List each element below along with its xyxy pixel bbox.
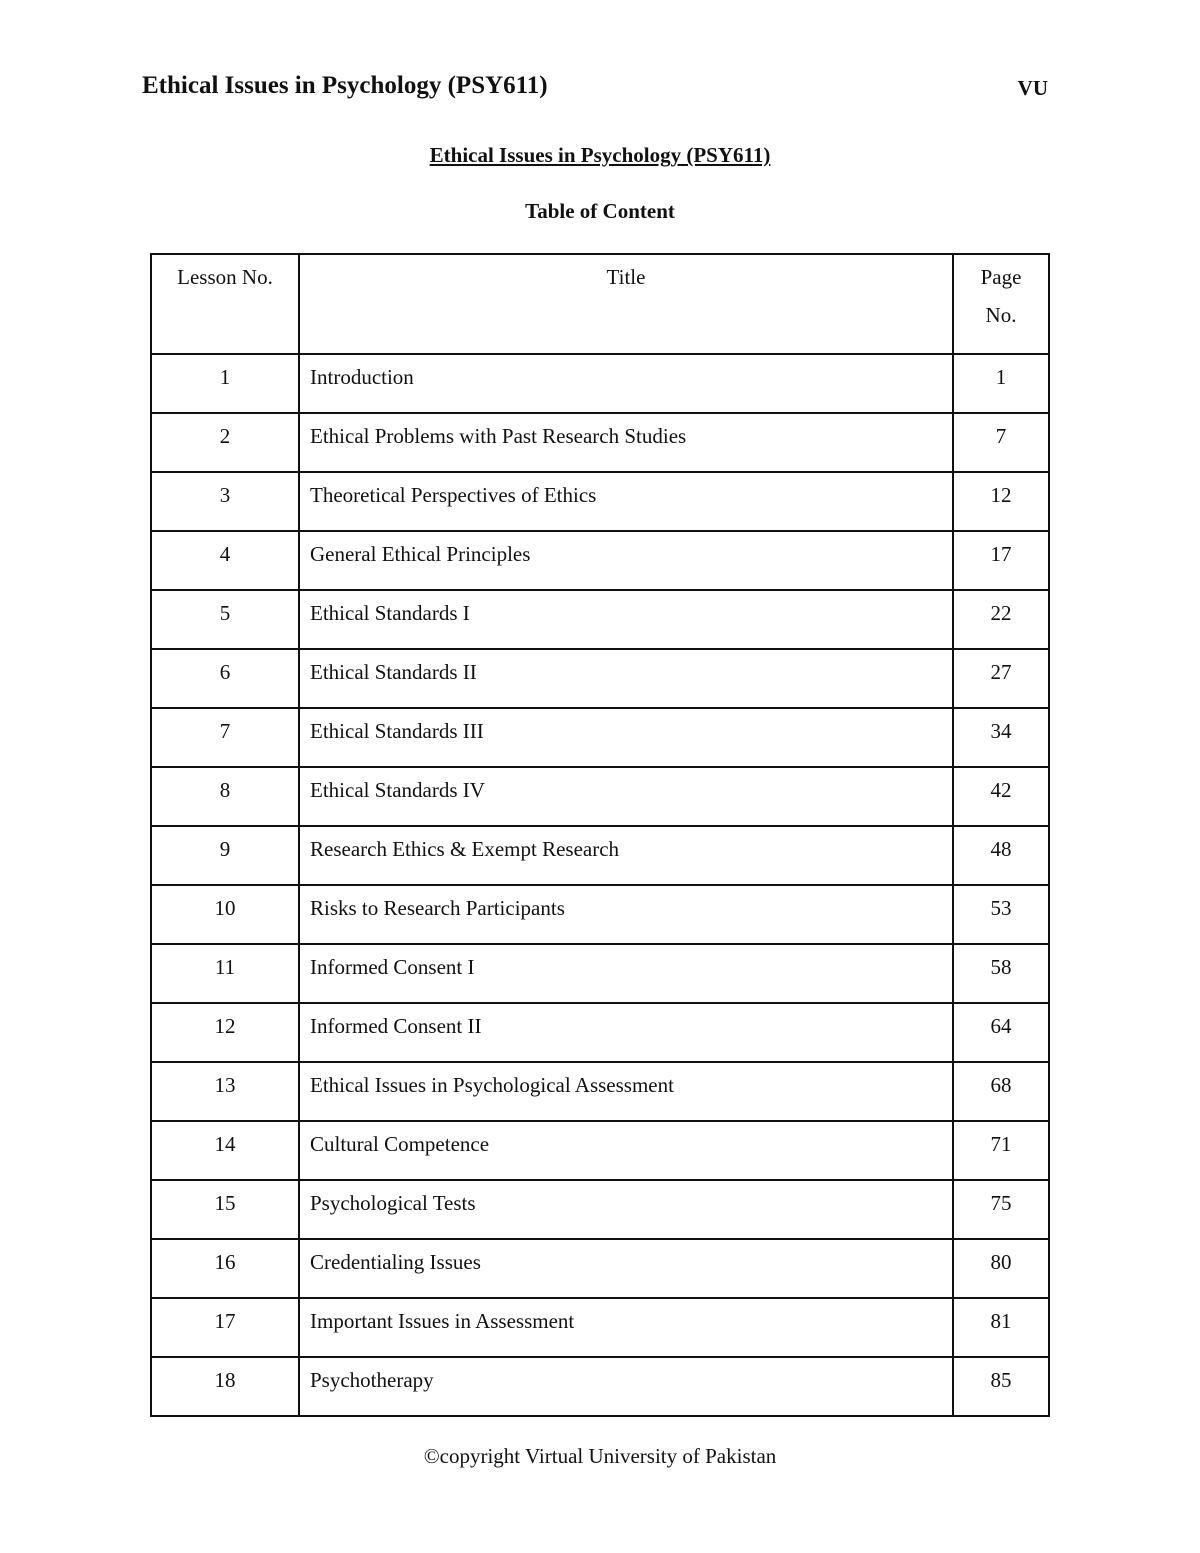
page-number-cell: 27: [953, 649, 1049, 708]
page-number-cell: 1: [953, 354, 1049, 413]
page-number-cell: 12: [953, 472, 1049, 531]
table-row: [151, 1357, 1049, 1416]
table-row: [151, 1121, 1049, 1180]
table-row: [151, 1298, 1049, 1357]
page-number-cell: 85: [953, 1357, 1049, 1416]
table-row: [151, 885, 1049, 944]
lesson-number-cell: 7: [151, 708, 299, 767]
lesson-number-cell: 11: [151, 944, 299, 1003]
lesson-title-cell: Ethical Standards III: [299, 708, 953, 767]
lesson-number-cell: 10: [151, 885, 299, 944]
table-row: [151, 1180, 1049, 1239]
table-row: [151, 767, 1049, 826]
table-row: [151, 1062, 1049, 1121]
table-row: [151, 649, 1049, 708]
copyright-footer: ©copyright Virtual University of Pakistan: [423, 1444, 777, 1468]
table-of-content-heading: Table of Content: [525, 199, 675, 223]
table-row: [151, 472, 1049, 531]
header-lesson-no: Lesson No.: [151, 254, 299, 354]
page-number-cell: 48: [953, 826, 1049, 885]
table-row: [151, 413, 1049, 472]
page-number-cell: 64: [953, 1003, 1049, 1062]
page-number-cell: 71: [953, 1121, 1049, 1180]
table-body: [151, 354, 1049, 1416]
page-number-cell: 22: [953, 590, 1049, 649]
page-number-cell: 81: [953, 1298, 1049, 1357]
lesson-title-cell: Credentialing Issues: [299, 1239, 953, 1298]
lesson-title-cell: Psychotherapy: [299, 1357, 953, 1416]
header-title: Title: [299, 254, 953, 354]
header-page-no: [953, 254, 1049, 354]
page-number-cell: 68: [953, 1062, 1049, 1121]
lesson-number-cell: 3: [151, 472, 299, 531]
lesson-number-cell: 4: [151, 531, 299, 590]
table-row: [151, 1239, 1049, 1298]
lesson-title-cell: Research Ethics & Exempt Research: [299, 826, 953, 885]
lesson-title-cell: Ethical Standards II: [299, 649, 953, 708]
lesson-title-cell: Ethical Standards I: [299, 590, 953, 649]
page-number-cell: 53: [953, 885, 1049, 944]
lesson-title-cell: Theoretical Perspectives of Ethics: [299, 472, 953, 531]
page-number-cell: 17: [953, 531, 1049, 590]
lesson-title-cell: Risks to Research Participants: [299, 885, 953, 944]
page-number-cell: 42: [953, 767, 1049, 826]
page-number-cell: 80: [953, 1239, 1049, 1298]
lesson-title-cell: Informed Consent II: [299, 1003, 953, 1062]
page-number-cell: 34: [953, 708, 1049, 767]
lesson-number-cell: 8: [151, 767, 299, 826]
table-row: [151, 708, 1049, 767]
table-row: [151, 590, 1049, 649]
lesson-title-cell: Ethical Standards IV: [299, 767, 953, 826]
header-page-line1: Page: [980, 265, 1022, 289]
lesson-number-cell: 12: [151, 1003, 299, 1062]
document-title-text: Ethical Issues in Psychology (PSY611): [429, 143, 771, 167]
table-header-row: [151, 254, 1049, 354]
page-number-cell: 7: [953, 413, 1049, 472]
table-row: [151, 354, 1049, 413]
table-row: [151, 826, 1049, 885]
lesson-title-cell: Informed Consent I: [299, 944, 953, 1003]
lesson-number-cell: 6: [151, 649, 299, 708]
lesson-title-cell: Introduction: [299, 354, 953, 413]
lesson-number-cell: 2: [151, 413, 299, 472]
lesson-title-cell: Ethical Problems with Past Research Studies: [299, 413, 953, 472]
table-row: [151, 944, 1049, 1003]
document-title: [0, 143, 1200, 168]
table-row: [151, 531, 1049, 590]
lesson-number-cell: 17: [151, 1298, 299, 1357]
lesson-title-cell: Cultural Competence: [299, 1121, 953, 1180]
lesson-number-cell: 1: [151, 354, 299, 413]
lesson-number-cell: 5: [151, 590, 299, 649]
table-row: [151, 1003, 1049, 1062]
course-title: Ethical Issues in Psychology (PSY611): [142, 72, 548, 99]
page-number-cell: 58: [953, 944, 1049, 1003]
vu-logo-text: VU: [1017, 76, 1048, 100]
lesson-number-cell: 16: [151, 1239, 299, 1298]
lesson-title-cell: General Ethical Principles: [299, 531, 953, 590]
lesson-title-cell: Ethical Issues in Psychological Assessment: [299, 1062, 953, 1121]
lesson-number-cell: 15: [151, 1180, 299, 1239]
lesson-number-cell: 18: [151, 1357, 299, 1416]
page-number-cell: 75: [953, 1180, 1049, 1239]
lesson-number-cell: 9: [151, 826, 299, 885]
header-page-line2: No.: [985, 303, 1017, 327]
lesson-title-cell: Important Issues in Assessment: [299, 1298, 953, 1357]
page-header: [142, 70, 1048, 110]
lesson-title-cell: Psychological Tests: [299, 1180, 953, 1239]
lesson-number-cell: 13: [151, 1062, 299, 1121]
lesson-number-cell: 14: [151, 1121, 299, 1180]
table-of-contents: [150, 253, 1050, 1417]
